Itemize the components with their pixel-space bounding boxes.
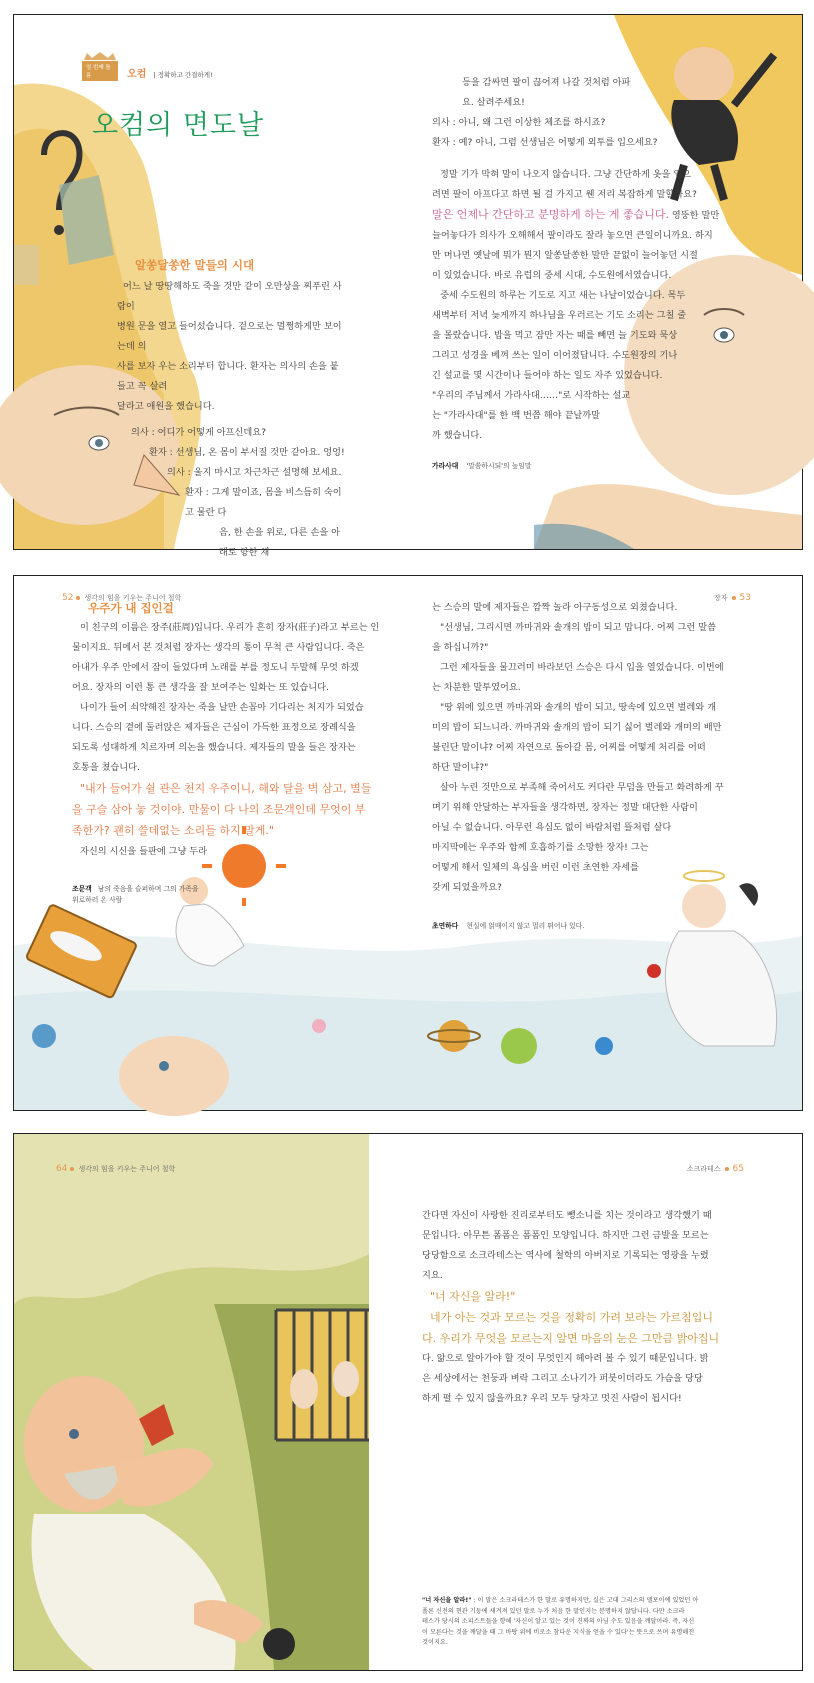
paragraph-line: 까 했습니다. bbox=[432, 430, 483, 441]
illustration-socrates bbox=[14, 1134, 369, 1670]
running-title: 장자 bbox=[714, 594, 728, 602]
paragraph-line: 나이가 들어 쇠약해진 장자는 죽을 날만 손꼽아 기다리는 처지가 되었습 bbox=[80, 702, 364, 713]
paragraph-line: 니다. 스승의 곁에 둘러앉은 제자들은 근심이 가득한 표정으로 장례식을 bbox=[72, 722, 356, 733]
dialogue-line: 환자 : 그게 말이죠, 몸을 비스듬히 숙이고 물란 다 bbox=[185, 487, 342, 518]
right-text-column bbox=[432, 598, 757, 898]
paragraph-line: 다. 앎으로 알아가야 할 것이 무엇인지 헤아려 볼 수 있기 때문입니다. 밝 bbox=[422, 1353, 709, 1364]
paragraph-line: 병원 문을 열고 들어섰습니다. 겉으로는 멀쩡하게만 보이는데 의 bbox=[117, 321, 342, 352]
paragraph-line: "선생님, 그리시면 까마귀와 솔개의 밥이 되고 맙니다. 어찌 그런 말씀 bbox=[440, 622, 716, 633]
footnote-text: 현실에 얽매이지 않고 멀리 뛰어나 있다. bbox=[466, 922, 585, 930]
paragraph-line: 하단 말이냐?" bbox=[432, 762, 489, 773]
quote-line: 을 구슬 삼아 놓 것이야. 만물이 다 나의 조문객인데 무엇이 부 bbox=[72, 803, 366, 816]
paragraph-line: "우리의 주님께서 가라사대……"로 시작하는 설교 bbox=[432, 390, 631, 401]
paragraph-line: 달라고 애원을 했습니다. bbox=[117, 401, 215, 412]
paragraph-line: 는 스승의 말에 제자들은 깜짝 놀라 아구동성으로 외쳤습니다. bbox=[432, 602, 678, 613]
footnote-text: 테스가 당시의 소피스트들을 향해 '자신이 알고 있는 것이 진짜의 아님 수도 있음을 깨달아라. 즉, 자신 bbox=[422, 1618, 695, 1625]
paragraph-line: 아내가 우주 안에서 잠이 들었다며 노래를 부를 정도니 두말해 무엇 하겠 bbox=[72, 662, 359, 673]
paragraph-line: 간다면 자신이 사랑한 진리로부터도 뺑소니를 치는 것이라고 생각했기 때 bbox=[422, 1210, 712, 1221]
quote-line bbox=[72, 820, 392, 842]
spread-zhuangzi bbox=[13, 575, 803, 1111]
bullet-dot-icon bbox=[725, 1167, 729, 1171]
dialogue-line: 환자 : 예? 아니, 그럼 선생님은 어떻게 외투를 입으세요? bbox=[432, 137, 658, 148]
quote-end: 족한가? 괜히 쓸데없는 소리들 하지 말게." bbox=[72, 824, 274, 837]
paragraph-line: 갖게 되었을까요? bbox=[432, 882, 502, 893]
footnote bbox=[422, 1596, 767, 1649]
paragraph-line: 어떻게 해서 일체의 욕심을 버린 이런 초연한 자세를 bbox=[432, 862, 639, 873]
paragraph-line: 그리고 성경을 베껴 쓰는 일이 이어졌답니다. 수도원장의 기나 bbox=[432, 350, 678, 361]
crown-icon bbox=[82, 51, 118, 61]
footnote-text: 것이지요. bbox=[422, 1639, 448, 1646]
dialogue-line: 음, 한 손을 위로, 다른 손을 아래로 향한 채 bbox=[219, 527, 340, 558]
highlight-tail: 영뚱한 말만 bbox=[671, 210, 720, 221]
footnote-text: 폴론 신전의 현관 기둥에 새겨져 있던 말로 누가 처음 한 말인지는 분명하지 않답니다. 다만 소크라 bbox=[422, 1607, 685, 1615]
paragraph-line: 미의 밥이 되느니라. 까마귀와 솔개의 밥이 되기 싫어 벌레와 개미의 배만 bbox=[432, 722, 722, 733]
spread-ockham bbox=[13, 14, 803, 558]
paragraph-line: 정말 기가 막혀 말이 나오지 않습니다. 그냥 간단하게 옷을 입으 bbox=[440, 169, 692, 180]
running-head-right bbox=[687, 1164, 747, 1174]
running-title: 생각의 힘을 키우는 주니어 철학 bbox=[84, 594, 182, 602]
paragraph-line: 만 머나먼 옛날에 뭐가 뭔지 알쏭달쏭한 말만 끝없이 늘어놓던 시절 bbox=[432, 250, 698, 261]
paragraph-line: 새벽부터 저녁 늦게까지 하나님을 우러르는 기도 소리는 그칠 줄 bbox=[432, 310, 687, 321]
paragraph-line: 불린단 말이냐? 어찌 자연으로 돌아갈 몸, 어찌를 어떻게 처리를 어떠 bbox=[432, 742, 706, 753]
paragraph-line: 중세 수도원의 하루는 기도로 지고 새는 나날이었습니다. 목두 bbox=[440, 290, 686, 301]
paragraph-line: 는 "가라사대"를 한 백 번쯤 해야 끝날까말 bbox=[432, 410, 600, 421]
paragraph-line: 을 몰랐습니다. 밥을 먹고 잠만 자는 때를 빼면 늘 기도와 묵상 bbox=[432, 330, 678, 341]
paragraph-line: 호통을 쳤습니다. bbox=[72, 762, 140, 773]
right-text-column bbox=[432, 73, 722, 446]
paragraph-line: 지요. bbox=[422, 1270, 443, 1281]
paragraph-line: 아닐 수 없습니다. 아무런 욕심도 없이 바람처럼 뜰처럼 살다 bbox=[432, 822, 672, 833]
footnote-term: 초연하다 bbox=[432, 922, 459, 930]
footnote-text: 남의 죽음을 슬퍼하며 그의 가족을 위로하러 온 사람 bbox=[72, 885, 199, 904]
series-tagline: | 정확하고 간결하게! bbox=[153, 71, 213, 79]
left-text-column bbox=[117, 255, 347, 563]
footnote-text: : 이 말은 소크라테스가 한 말로 유명하지만, 실은 고대 그리스의 델포이에 있었던 아 bbox=[473, 1597, 699, 1604]
left-text-column bbox=[72, 598, 392, 862]
paragraph-line: 려면 팔이 아프다고 하면 될 걸 가지고 웬 저리 복잡하게 말할까요? bbox=[432, 189, 697, 200]
paragraph-line: 긴 설교를 몇 시간이나 들어야 하는 일도 자주 있었습니다. bbox=[432, 370, 663, 381]
series-name: 오컴 bbox=[127, 69, 147, 80]
series-header bbox=[82, 61, 213, 81]
paragraph-line: 을 하십니까?" bbox=[432, 642, 489, 653]
quote-line: 다. 우리가 무엇을 모르는지 알면 마음의 눈은 그만큼 밝아집니 bbox=[422, 1332, 720, 1345]
paragraph-line: 이 친구의 이름은 장주(莊周)입니다. 우리가 흔히 장자(莊子)라고 부르는 인 bbox=[80, 622, 380, 633]
dialogue-line: 의사 : 아니, 왜 그런 이상한 체조를 하시죠? bbox=[432, 117, 606, 128]
paragraph-line: 어요. 장자의 이런 통 큰 생각을 잘 보여주는 일화는 또 있습니다. bbox=[72, 682, 329, 693]
section-heading: 알쏭달쏭한 말들의 시대 bbox=[135, 258, 255, 272]
paragraph-line: 살아 누린 것만으로 부족해 죽어서도 커다란 무덤을 만들고 화려하게 꾸 bbox=[440, 782, 724, 793]
running-title: 생각의 힘을 키우는 주니어 철학 bbox=[78, 1165, 176, 1173]
footnote-left bbox=[72, 884, 202, 906]
footnote-term: 가라사대 bbox=[432, 462, 459, 470]
series-badge: 열 번째 틀름 bbox=[82, 61, 118, 81]
quote-line: 네가 아는 것과 모르는 것을 정확히 가려 보라는 가르침입니 bbox=[430, 1311, 713, 1324]
paragraph-line: 되도록 성대하게 치르자며 의논을 했습니다. 제자들의 말을 들은 장자는 bbox=[72, 742, 356, 753]
page-number: 65 bbox=[732, 1164, 744, 1174]
paragraph-line: "땅 위에 있으면 까마귀와 솔개의 밥이 되고, 땅속에 있으면 벌레와 개 bbox=[440, 702, 716, 713]
paragraph-line: 는 차분한 말투였어요. bbox=[432, 682, 521, 693]
footnote-text: '말씀하시되'의 높임말 bbox=[466, 462, 532, 470]
footnote-text: 이 모른다는 것을 깨달을 때 그 바탕 위에 비로소 참다운 지식을 얻을 수 있다'는 뜻으로 쓰며 유명해진 bbox=[422, 1628, 695, 1636]
running-title: 소크라테스 bbox=[686, 1165, 721, 1173]
paragraph-line: 마지막에는 우주와 함께 호흡하기를 소망한 장자! 그는 bbox=[432, 842, 649, 853]
footnote-right bbox=[432, 921, 584, 932]
page-title: 오컴의 면도날 bbox=[92, 110, 265, 141]
paragraph-line: 그런 제자들을 물끄러미 바라보던 스승은 다시 입을 열었습니다. 이번에 bbox=[440, 662, 724, 673]
paragraph-line: 물이지요. 뒤에서 본 것처럼 장자는 생각의 통이 무척 큰 사람입니다. 죽은 bbox=[72, 642, 365, 653]
dialogue-line: 환자 : 선생님, 온 몸이 부서질 것만 같아요. 엉엉! bbox=[149, 447, 345, 458]
paragraph-line: 늘어놓다가 의사가 오해해서 팔이라도 잘라 놓으면 큰일이니까요. 하지 bbox=[432, 230, 713, 241]
dialogue-line: 등을 감싸면 팔이 끊어져 나갈 것처럼 아파 bbox=[462, 77, 631, 88]
paragraph-line: 은 세상에서는 천둥과 벼락 그리고 소나기가 퍼붓이더라도 가슴을 당당 bbox=[422, 1373, 703, 1384]
page-number: 64 bbox=[56, 1164, 68, 1174]
paragraph-line: 당당함으로 소크라테스는 역사에 철학의 아버지로 기록되는 영광을 누렸 bbox=[422, 1250, 709, 1261]
text-column bbox=[422, 1206, 762, 1409]
footnote-term: 조문객 bbox=[72, 885, 92, 893]
quote-line: "내가 들어가 쉴 관은 천지 우주이니, 해와 달을 벽 삼고, 별들 bbox=[80, 782, 372, 795]
running-head-left bbox=[56, 1164, 175, 1174]
paragraph-line: 사를 보자 우는 소리부터 합니다. 환자는 의사의 손을 붙들고 꼭 살려 bbox=[117, 361, 339, 392]
spread-socrates bbox=[13, 1133, 803, 1671]
bullet-dot-icon bbox=[70, 1167, 74, 1171]
paragraph-line: 자신의 시신을 들판에 그냥 두라 bbox=[80, 846, 208, 857]
quote-title: "너 자신을 알라!" bbox=[430, 1290, 516, 1303]
footnote bbox=[432, 461, 531, 472]
paragraph-line: 하게 펼 수 있지 않을까요? 우리 모두 당차고 멋진 사람이 됩시다! bbox=[422, 1393, 682, 1404]
page-number: 53 bbox=[739, 593, 751, 603]
paragraph-line: 어느 날 땅땅해하도 죽을 것만 같이 오만상을 찌푸린 사람이 bbox=[117, 281, 342, 312]
dialogue-line: 요. 살려주세요! bbox=[462, 97, 525, 108]
section-heading: 우주가 내 집인걸 bbox=[88, 601, 174, 615]
highlight-sentence: 말은 언제나 간단하고 분명하게 하는 게 좋습니다. bbox=[432, 208, 669, 221]
page-number: 52 bbox=[62, 593, 74, 603]
paragraph-line: 문입니다. 아무튼 폼폼은 폼폼인 모양입니다. 하지만 그런 금발을 모르는 bbox=[422, 1230, 709, 1241]
dialogue-line: 의사 : 울지 마시고 차근차근 설명해 보세요. bbox=[167, 467, 342, 478]
paragraph-line: 며기 위해 안달하는 부자들을 생각하면, 장자는 정말 대단한 사람이 bbox=[432, 802, 698, 813]
paragraph-line: 이 있었습니다. 바로 유럽의 중세 시대, 수도원에서였습니다. bbox=[432, 270, 672, 281]
footnote-term: "너 자신을 알라!" bbox=[422, 1597, 472, 1604]
dialogue-line: 의사 : 어디가 어떻게 아프신데요? bbox=[131, 427, 267, 438]
